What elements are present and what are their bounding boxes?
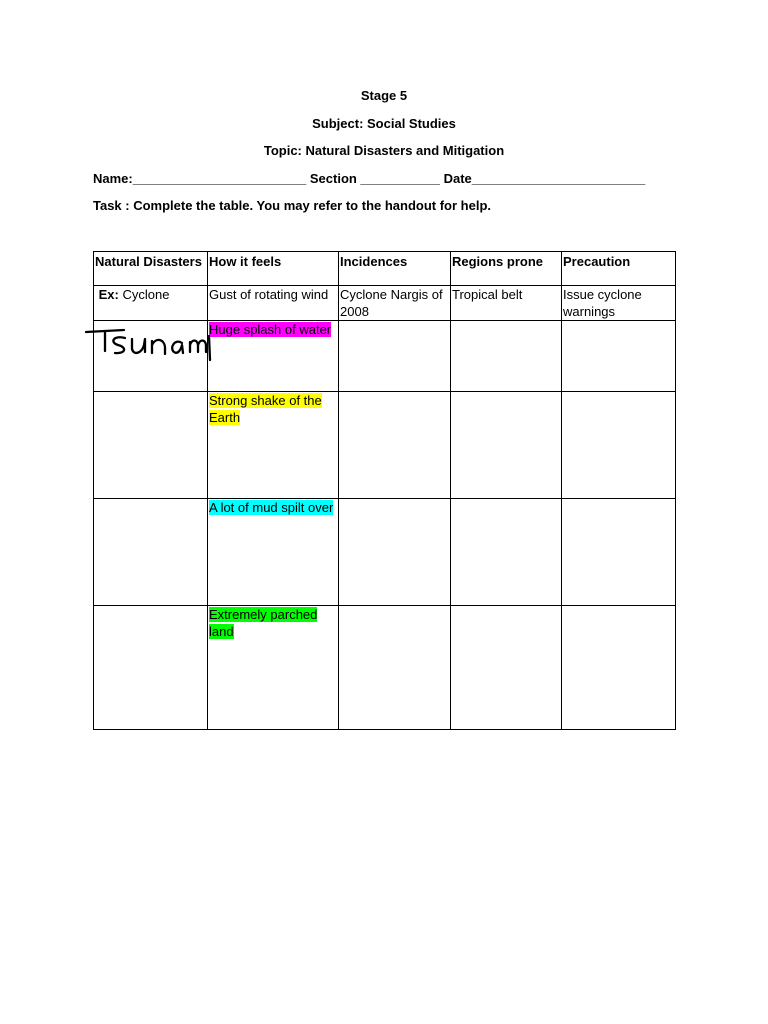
task-instruction: Task : Complete the table. You may refer to the handout for help. [93, 198, 491, 213]
table-header-row [94, 252, 676, 286]
table-row [94, 392, 676, 499]
answer-cell[interactable] [94, 606, 208, 730]
regions-cell[interactable] [451, 392, 562, 499]
regions-cell[interactable] [451, 499, 562, 606]
precaution-cell[interactable] [562, 392, 676, 499]
header-natural-disasters: Natural Disasters [94, 252, 208, 286]
example-how-it-feels: Gust of rotating wind [208, 286, 339, 321]
incidences-cell[interactable] [339, 499, 451, 606]
highlighted-clue: Huge splash of water [209, 322, 332, 337]
incidences-cell[interactable] [339, 392, 451, 499]
stage-heading: Stage 5 [360, 88, 408, 103]
example-precaution: Issue cyclone warnings [562, 286, 676, 321]
answer-cell[interactable] [94, 392, 208, 499]
clue-cell [208, 392, 339, 499]
example-disaster-cell [94, 286, 208, 321]
table-row [94, 499, 676, 606]
topic-heading: Topic: Natural Disasters and Mitigation [263, 143, 505, 158]
example-prefix: Ex: [98, 287, 119, 302]
precaution-cell[interactable] [562, 321, 676, 392]
table-row [94, 606, 676, 730]
highlighted-clue: Strong shake of the Earth [209, 393, 322, 425]
name-section-date-line: Name:________________________ Section ___________ Date________________________ [93, 171, 646, 186]
header-how-it-feels: How it feels [208, 252, 339, 286]
header-precaution: Precaution [562, 252, 676, 286]
precaution-cell[interactable] [562, 499, 676, 606]
subject-heading: Subject: Social Studies [312, 116, 456, 131]
clue-cell [208, 606, 339, 730]
example-disaster: Cyclone [122, 287, 170, 302]
regions-cell[interactable] [451, 321, 562, 392]
incidences-cell[interactable] [339, 606, 451, 730]
highlighted-clue: Extremely parched land [209, 607, 318, 639]
clue-cell [208, 321, 339, 392]
header-incidences: Incidences [339, 252, 451, 286]
regions-cell[interactable] [451, 606, 562, 730]
example-incidences: Cyclone Nargis of 2008 [339, 286, 451, 321]
answer-cell[interactable] [94, 499, 208, 606]
highlighted-clue: A lot of mud spilt over [209, 500, 334, 515]
header-regions-prone: Regions prone [451, 252, 562, 286]
example-regions: Tropical belt [451, 286, 562, 321]
clue-cell [208, 499, 339, 606]
precaution-cell[interactable] [562, 606, 676, 730]
incidences-cell[interactable] [339, 321, 451, 392]
example-row [94, 286, 676, 321]
handwritten-answer-tsunami [84, 320, 214, 368]
